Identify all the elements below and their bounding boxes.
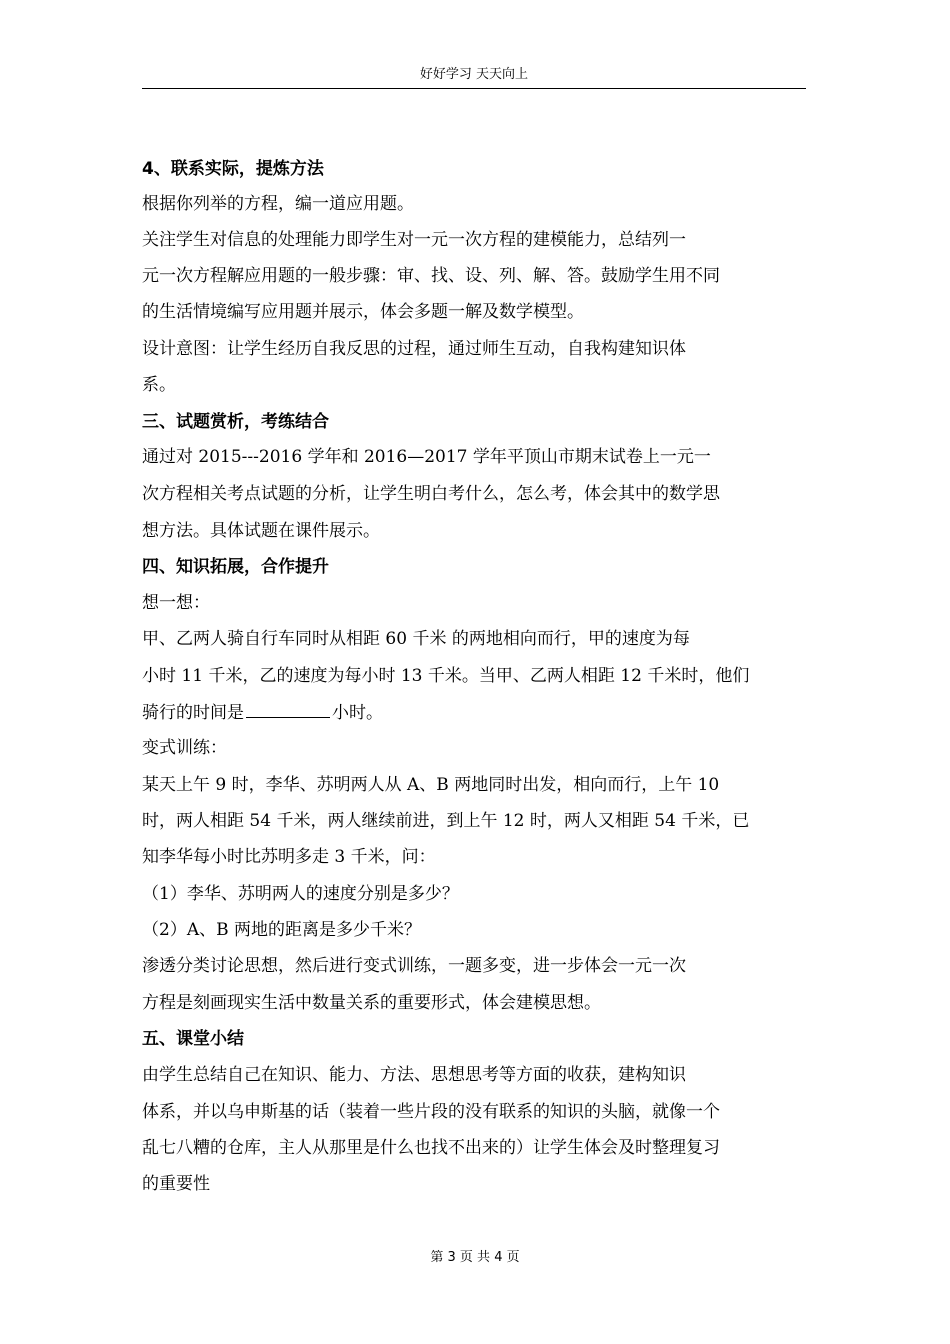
paragraph-line: 乱七八糟的仓库，主人从那里是什么也找不出来的）让学生体会及时整理复习 — [142, 1138, 720, 1158]
problem-line: 某天上午 9 时，李华、苏明两人从 A、B 两地同时出发，相向而行，上午 10 — [142, 775, 720, 795]
problem-prefix: 骑行的时间是 — [142, 703, 244, 723]
paragraph-line: 想方法。具体试题在课件展示。 — [142, 521, 380, 541]
paragraph-line: 元一次方程解应用题的一般步骤：审、找、设、列、解、答。鼓励学生用不同 — [142, 266, 720, 286]
answer-blank — [246, 701, 330, 718]
section-heading-4: 4、联系实际，提炼方法 — [142, 159, 324, 179]
problem-line: 知李华每小时比苏明多走 3 千米，问： — [142, 847, 436, 867]
paragraph-line: 设计意图：让学生经历自我反思的过程，通过师生互动，自我构建知识体 — [142, 339, 686, 359]
page-header: 好好学习 天天向上 — [419, 67, 529, 82]
paragraph-line: 的生活情境编写应用题并展示，体会多题一解及数学模型。 — [142, 302, 584, 322]
paragraph-line: 的重要性 — [142, 1174, 210, 1194]
header-divider — [142, 88, 806, 89]
page-number: 第 3 页 共 4 页 — [430, 1250, 520, 1265]
subheading-think: 想一想： — [142, 593, 210, 613]
paragraph-line: 方程是刻画现实生活中数量关系的重要形式，体会建模思想。 — [142, 993, 601, 1013]
paragraph-line: 渗透分类讨论思想，然后进行变式训练，一题多变，进一步体会一元一次 — [142, 956, 686, 976]
section-heading-3: 三、试题赏析，考练结合 — [142, 412, 329, 432]
paragraph-line: 通过对 2015---2016 学年和 2016—2017 学年平顶山市期末试卷上一元一 — [142, 447, 711, 467]
problem-suffix: 小时。 — [332, 703, 383, 723]
question-1: （1）李华、苏明两人的速度分别是多少？ — [142, 884, 459, 904]
problem-answer-line — [142, 701, 806, 724]
paragraph-line: 关注学生对信息的处理能力即学生对一元一次方程的建模能力，总结列一 — [142, 230, 686, 250]
paragraph-line: 次方程相关考点试题的分析，让学生明白考什么，怎么考，体会其中的数学思 — [142, 484, 720, 504]
problem-line: 小时 11 千米，乙的速度为每小时 13 千米。当甲、乙两人相距 12 千米时，他们 — [142, 666, 750, 686]
problem-line: 甲、乙两人骑自行车同时从相距 60 千米 的两地相向而行，甲的速度为每 — [142, 629, 690, 649]
subheading-variant: 变式训练： — [142, 738, 227, 758]
paragraph-line: 由学生总结自己在知识、能力、方法、思想思考等方面的收获，建构知识 — [142, 1065, 686, 1085]
paragraph-line: 根据你列举的方程，编一道应用题。 — [142, 194, 414, 214]
problem-line: 时，两人相距 54 千米，两人继续前进，到上午 12 时，两人又相距 54 千米，已 — [142, 811, 750, 831]
paragraph-line: 体系，并以乌申斯基的话（装着一些片段的没有联系的知识的头脑，就像一个 — [142, 1102, 720, 1122]
section-heading-4-expand: 四、知识拓展，合作提升 — [142, 557, 329, 577]
section-heading-5: 五、课堂小结 — [142, 1029, 244, 1049]
question-2: （2）A、B 两地的距离是多少千米？ — [142, 920, 421, 940]
paragraph-line: 系。 — [142, 375, 176, 395]
